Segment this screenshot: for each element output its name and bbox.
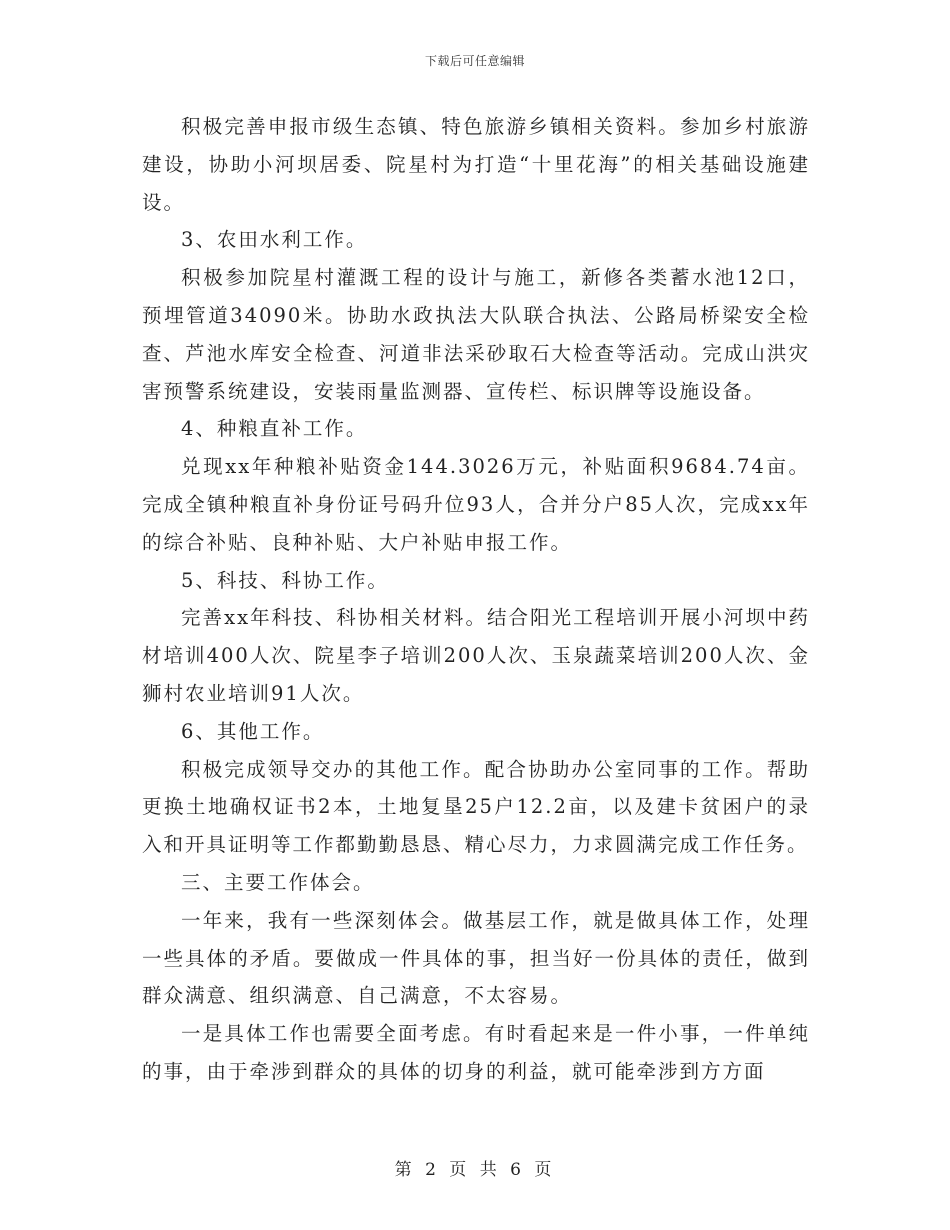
header-note: 下载后可任意编辑: [424, 54, 525, 68]
paragraph-grain-subsidy: 兑现xx年种粮补贴资金144.3026万元，补贴面积9684.74亩。完成全镇种粮直补身份证号码升位93人，合并分户85人次，完成xx年的综合补贴、良种补贴、大户补贴申报工作。: [142, 455, 810, 554]
section-heading-experience: 三、主要工作体会。: [181, 870, 375, 894]
section-heading-grain-subsidy: 4、种粮直补工作。: [181, 417, 368, 441]
section-heading-irrigation: 3、农田水利工作。: [181, 228, 368, 252]
paragraph-irrigation: 积极参加院星村灌溉工程的设计与施工，新修各类蓄水池12口，预埋管道34090米。协助水政执法大队联合执法、公路局桥梁安全检查、芦池水库安全检查、河道非法采砂取石大检查等活动。完成山洪灾害预警系统建设，安装雨量监测器、宣传栏、标识牌等设施设备。: [142, 266, 810, 403]
page-number: 第 2 页 共 6 页: [394, 1160, 556, 1180]
paragraph-other: 积极完成领导交办的其他工作。配合协助办公室同事的工作。帮助更换土地确权证书2本，土地复垦25户12.2亩，以及建卡贫困户的录入和开具证明等工作都勤勤恳恳、精心尽力，力求圆满完成工作任务。: [142, 757, 810, 857]
paragraph-science: 完善xx年科技、科协相关材料。结合阳光工程培训开展小河坝中药材培训400人次、院星李子培训200人次、玉泉蔬菜培训200人次、金狮村农业培训91人次。: [142, 606, 810, 705]
section-heading-science: 5、科技、科协工作。: [181, 568, 389, 592]
paragraph-experience: 一年来，我有一些深刻体会。做基层工作，就是做具体工作，处理一些具体的矛盾。要做成一件具体的事，担当好一份具体的责任，做到群众满意、组织满意、自己满意，不太容易。: [142, 908, 810, 1008]
section-heading-other: 6、其他工作。: [181, 719, 325, 743]
paragraph-tourism: 积极完善申报市级生态镇、特色旅游乡镇相关资料。参加乡村旅游建设，协助小河坝居委、院星村为打造“十里花海”的相关基础设施建设。: [142, 115, 810, 214]
body-text: [142, 108, 810, 1091]
paragraph-first-point: 一是具体工作也需要全面考虑。有时看起来是一件小事，一件单纯的事，由于牵涉到群众的具体的切身的利益，就可能牵涉到方方面: [142, 1022, 810, 1083]
